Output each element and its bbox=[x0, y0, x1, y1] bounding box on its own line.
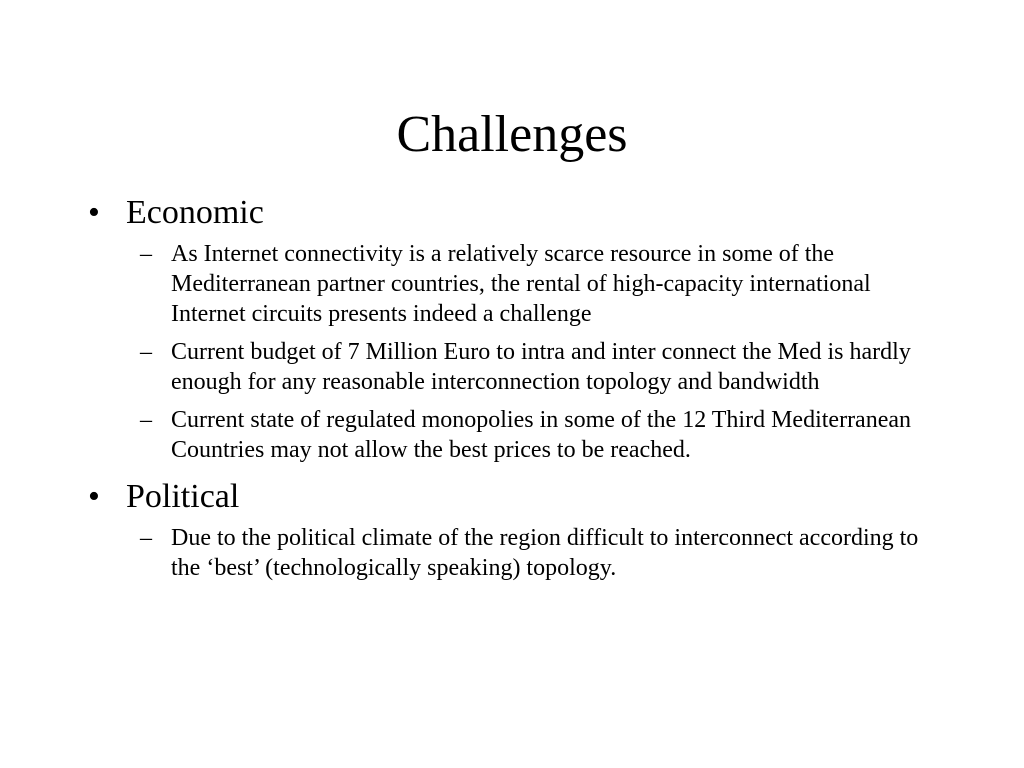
sub-bullet-text: Current state of regulated monopolies in some of the 12 Third Mediterranean Countries may not allow the best prices to be reached. bbox=[171, 407, 912, 463]
dash-icon: – bbox=[140, 525, 152, 551]
dash-icon: – bbox=[140, 241, 152, 267]
dash-icon: – bbox=[140, 407, 152, 433]
bullet-heading-political: Political bbox=[126, 478, 240, 515]
dash-icon: – bbox=[140, 339, 152, 365]
sub-bullet bbox=[84, 337, 944, 397]
bullet-economic bbox=[84, 191, 944, 235]
sub-bullet bbox=[84, 405, 944, 465]
sub-bullet bbox=[84, 523, 944, 583]
slide-title: Challenges bbox=[396, 106, 628, 163]
bullet-icon: • bbox=[88, 478, 100, 515]
sub-bullet-text: As Internet connectivity is a relatively scarce resource in some of the Mediterranean partner countries, the rental of high-capacity international Internet circuits presents indeed a challenge bbox=[171, 241, 871, 327]
sub-bullet-text: Due to the political climate of the region difficult to interconnect according to the ‘best’ (technologically speaking) topology. bbox=[171, 525, 919, 581]
bullet-political bbox=[84, 475, 944, 519]
bullet-icon: • bbox=[88, 194, 100, 231]
sub-bullet-text: Current budget of 7 Million Euro to intra and inter connect the Med is hardly enough for any reasonable interconnection topology and bandwidth bbox=[171, 339, 911, 395]
sub-bullet bbox=[84, 239, 944, 329]
economic-sublist bbox=[84, 239, 944, 465]
bullet-heading-economic: Economic bbox=[126, 194, 264, 231]
slide-content bbox=[84, 191, 944, 593]
political-sublist bbox=[84, 523, 944, 583]
